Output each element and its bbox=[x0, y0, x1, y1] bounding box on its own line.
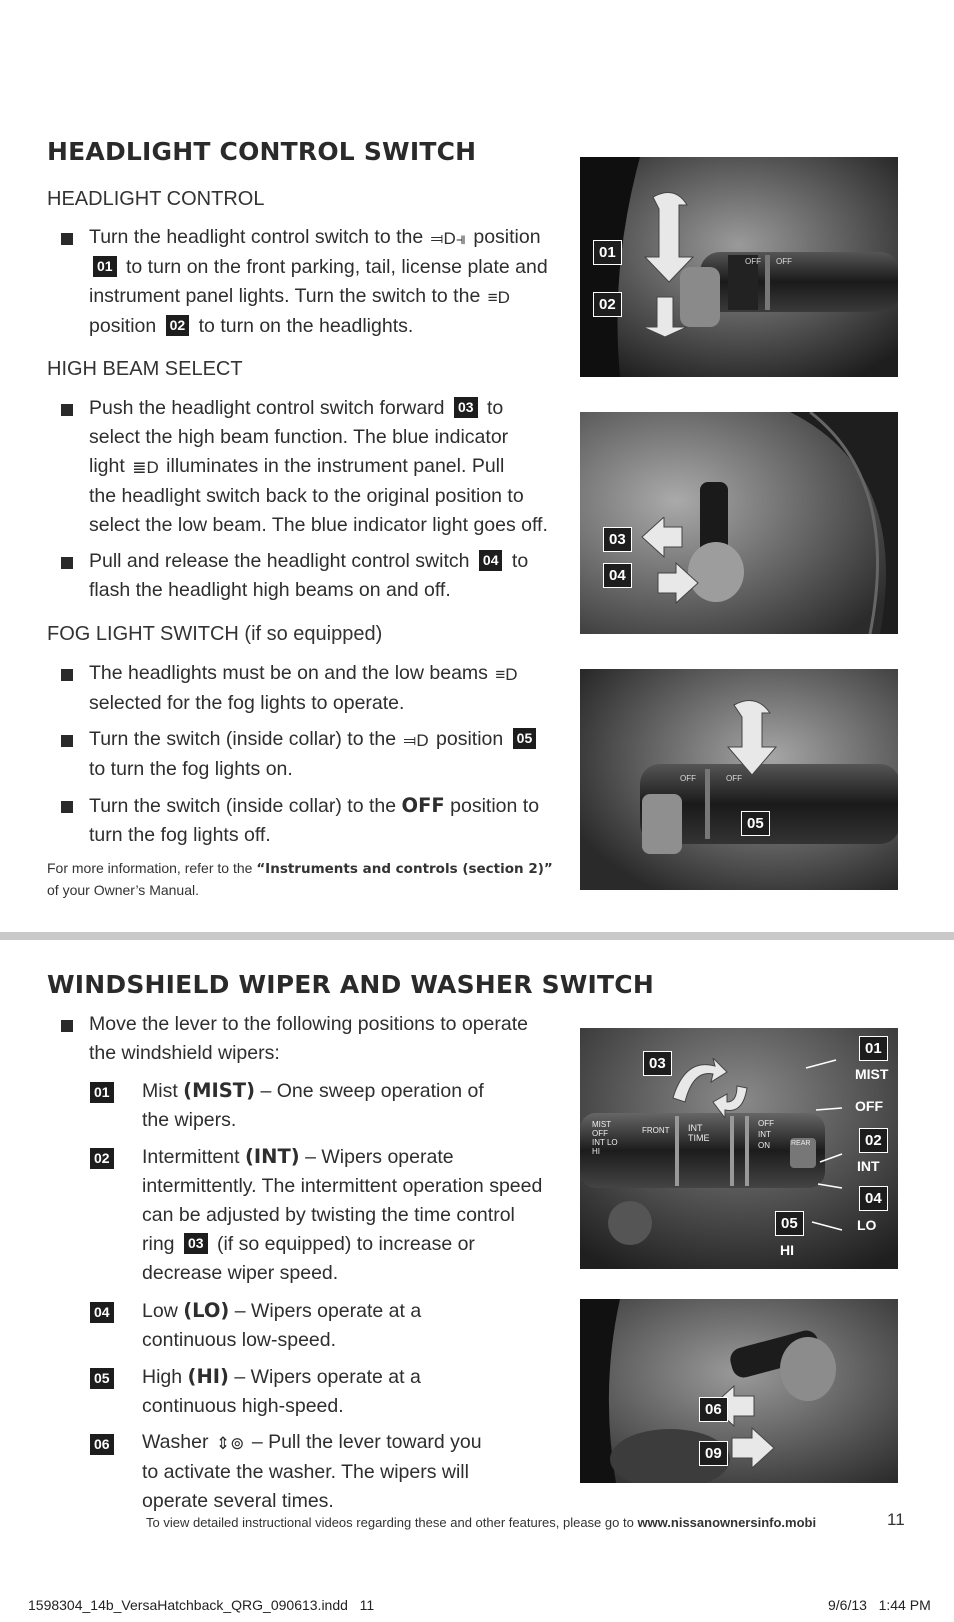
int-label: INT bbox=[857, 1158, 880, 1174]
print-date: 9/6/13 1:44 PM bbox=[828, 1597, 931, 1613]
fog-switch-photo bbox=[580, 669, 898, 890]
off-mark: OFF INT ON bbox=[758, 1119, 774, 1150]
headlight-control-bullet: Turn the headlight control switch to the ⫤D⫣ position 01 to turn on the front parking, tail, license plate and instrument panel lights. Turn the switch to the ≡D position 02 to turn on the headlights. bbox=[89, 226, 548, 337]
low-beam-icon: ≡D bbox=[495, 665, 518, 684]
int-time-mark: INT TIME bbox=[688, 1123, 710, 1143]
front-mark: FRONT bbox=[642, 1126, 670, 1135]
parking-light-icon: ⫤D⫣ bbox=[430, 229, 466, 248]
label-04: 04 bbox=[859, 1186, 888, 1211]
label-09: 09 bbox=[699, 1441, 728, 1466]
high-beam-bullet-1: Push the headlight control switch forward 03 to select the high beam function. The blue indicator light ≣D illuminates in the instrument panel. Pull the headlight switch back to the original position to select the low beam. The blue indicator light goes off. bbox=[89, 397, 548, 536]
indd-slug: 1598304_14b_VersaHatchback_QRG_090613.indd 11 bbox=[28, 1597, 375, 1613]
label-04: 04 bbox=[603, 563, 632, 588]
videos-note: To view detailed instructional videos regarding these and other features, please go to www.nissanownersinfo.mobi bbox=[146, 1515, 817, 1530]
headlight-switch-photo-1 bbox=[580, 157, 898, 377]
label-06: 06 bbox=[699, 1397, 728, 1422]
off-mark: OFF bbox=[726, 774, 742, 783]
bullet bbox=[61, 801, 73, 813]
high-beam-subheading: HIGH BEAM SELECT bbox=[47, 358, 243, 380]
wiper-item-int: Intermittent (INT) – Wipers operate intermittently. The intermittent operation speed can be adjusted by twisting the time control ring 03 (if so equipped) to increase or decrease wiper speed. bbox=[142, 1145, 543, 1284]
wiper-item-hi: High (HI) – Wipers operate at a continuous high-speed. bbox=[142, 1365, 421, 1417]
website-link[interactable]: www.nissanownersinfo.mobi bbox=[637, 1515, 817, 1530]
lo-label: LO bbox=[857, 1217, 877, 1233]
fog-bullet-3: Turn the switch (inside collar) to the OFF position to turn the fog lights off. bbox=[89, 794, 540, 846]
hi-label: HI bbox=[780, 1242, 794, 1258]
off-label: OFF bbox=[855, 1098, 883, 1114]
rotate-arrow-icon bbox=[720, 697, 780, 777]
bullet bbox=[61, 404, 73, 416]
badge-04: 04 bbox=[479, 550, 503, 571]
high-beam-icon: ≣D bbox=[132, 458, 159, 477]
bullet bbox=[61, 735, 73, 747]
page-number: 11 bbox=[887, 1510, 905, 1529]
label-03: 03 bbox=[603, 527, 632, 552]
rear-button: REAR bbox=[791, 1140, 811, 1147]
label-01: 01 bbox=[859, 1036, 888, 1061]
badge-04: 04 bbox=[90, 1302, 114, 1323]
off-mark: OFF bbox=[680, 774, 696, 783]
washer-lever-photo bbox=[580, 1299, 898, 1483]
forward-back-arrows-icon bbox=[640, 517, 710, 617]
label-03: 03 bbox=[643, 1051, 672, 1076]
badge-03: 03 bbox=[454, 397, 478, 418]
fog-light-icon: ⫤D bbox=[403, 731, 429, 750]
badge-02: 02 bbox=[166, 315, 190, 336]
bullet bbox=[61, 1020, 73, 1032]
fog-bullet-2: Turn the switch (inside collar) to the ⫤D position 05 to turn the fog lights on. bbox=[89, 725, 579, 784]
down-arrows-icon bbox=[635, 187, 695, 337]
callout-lines bbox=[580, 1028, 898, 1269]
off-mark: OFF bbox=[776, 257, 792, 266]
wiper-item-mist: Mist (MIST) – One sweep operation of the wipers. bbox=[142, 1079, 484, 1131]
badge-05: 05 bbox=[513, 728, 537, 749]
badge-05: 05 bbox=[90, 1368, 114, 1389]
wiper-item-washer: Washer ⇕⊚ – Pull the lever toward you to activate the washer. The wipers will operate several times. bbox=[142, 1431, 482, 1512]
fog-bullet-1: The headlights must be on and the low beams ≡D selected for the fog lights to operate. bbox=[89, 662, 518, 714]
label-02: 02 bbox=[859, 1128, 888, 1153]
badge-01: 01 bbox=[90, 1082, 114, 1103]
bullet bbox=[61, 233, 73, 245]
bullet bbox=[61, 557, 73, 569]
label-01: 01 bbox=[593, 240, 622, 265]
badge-01: 01 bbox=[93, 256, 117, 277]
off-mark: OFF bbox=[745, 257, 761, 266]
label-05: 05 bbox=[775, 1211, 804, 1236]
fog-light-subheading: FOG LIGHT SWITCH (if so equipped) bbox=[47, 623, 383, 645]
section-divider bbox=[0, 932, 954, 940]
bullet bbox=[61, 669, 73, 681]
badge-03: 03 bbox=[184, 1233, 208, 1254]
wiper-section-title: WINDSHIELD WIPER AND WASHER SWITCH bbox=[47, 970, 654, 999]
badge-02: 02 bbox=[90, 1148, 114, 1169]
badge-06: 06 bbox=[90, 1434, 114, 1455]
wiper-switch-photo bbox=[580, 1028, 898, 1269]
wiper-item-lo: Low (LO) – Wipers operate at a continuous low-speed. bbox=[142, 1299, 422, 1351]
washer-icon: ⇕⊚ bbox=[215, 1434, 245, 1453]
high-beam-bullet-2: Pull and release the headlight control switch 04 to flash the headlight high beams on and off. bbox=[89, 550, 529, 601]
wiper-position-list: MIST OFF INT LO HI bbox=[592, 1120, 618, 1156]
label-02: 02 bbox=[593, 292, 622, 317]
more-info-note: For more information, refer to the “Instruments and controls (section 2)” of your Owner’s Manual. bbox=[47, 860, 553, 898]
headlight-switch-photo-2 bbox=[580, 412, 898, 634]
wiper-intro: Move the lever to the following positions to operate the windshield wipers: bbox=[89, 1013, 529, 1064]
headlight-control-subheading: HEADLIGHT CONTROL bbox=[47, 188, 265, 210]
mist-label: MIST bbox=[855, 1066, 889, 1082]
label-05: 05 bbox=[741, 811, 770, 836]
low-beam-icon: ≡D bbox=[487, 288, 510, 307]
headlight-section-title: HEADLIGHT CONTROL SWITCH bbox=[47, 137, 477, 166]
